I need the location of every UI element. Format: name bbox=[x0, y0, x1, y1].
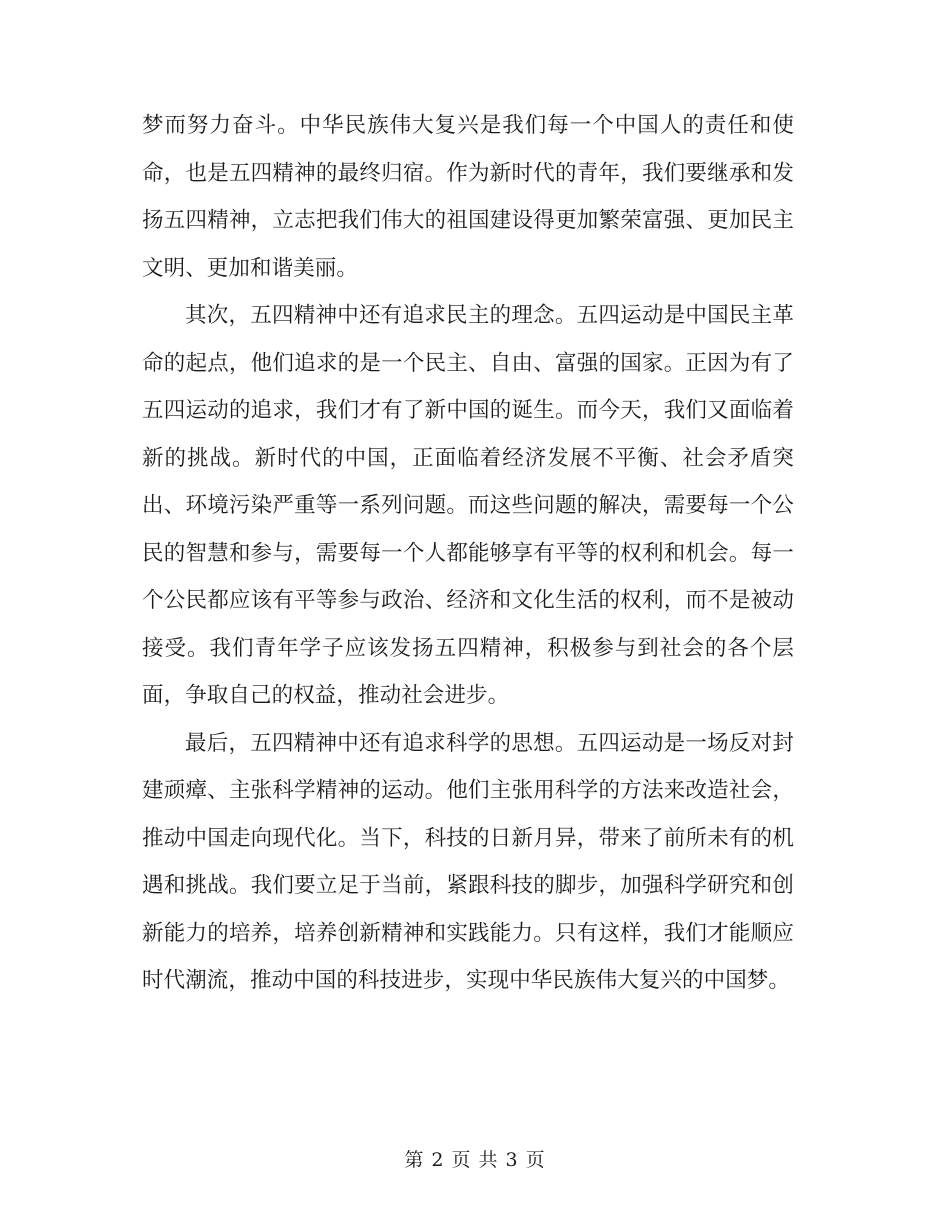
paragraph-continuation: 梦而努力奋斗。中华民族伟大复兴是我们每一个中国人的责任和使命，也是五四精神的最终归宿。作为新时代的青年，我们要继承和发扬五四精神，立志把我们伟大的祖国建设得更加繁荣富强、更加民主文明、更加和谐美丽。 bbox=[142, 113, 794, 281]
paragraph-democracy: 其次，五四精神中还有追求民主的理念。五四运动是中国民主革命的起点，他们追求的是一个民主、自由、富强的国家。正因为有了五四运动的追求，我们才有了新中国的诞生。而今天，我们又面临着新的挑战。新时代的中国，正面临着经济发展不平衡、社会矛盾突出、环境污染严重等一系列问题。而这些问题的解决，需要每一个公民的智慧和参与，需要每一个人都能够享有平等的权利和机会。每一个公民都应该有平等参与政治、经济和文化生活的权利，而不是被动接受。我们青年学子应该发扬五四精神，积极参与到社会的各个层面，争取自己的权益，推动社会进步。 bbox=[142, 303, 794, 708]
paragraph-science: 最后，五四精神中还有追求科学的思想。五四运动是一场反对封建顽瘴、主张科学精神的运动。他们主张用科学的方法来改造社会，推动中国走向现代化。当下，科技的日新月异，带来了前所未有的机遇和挑战。我们要立足于当前，紧跟科技的脚步，加强科学研究和创新能力的培养，培养创新精神和实践能力。只有这样，我们才能顺应时代潮流，推动中国的科技进步，实现中华民族伟大复兴的中国梦。 bbox=[142, 730, 794, 993]
document-body bbox=[142, 102, 794, 1005]
page-number-footer: 第 2 页 共 3 页 bbox=[404, 1149, 546, 1171]
